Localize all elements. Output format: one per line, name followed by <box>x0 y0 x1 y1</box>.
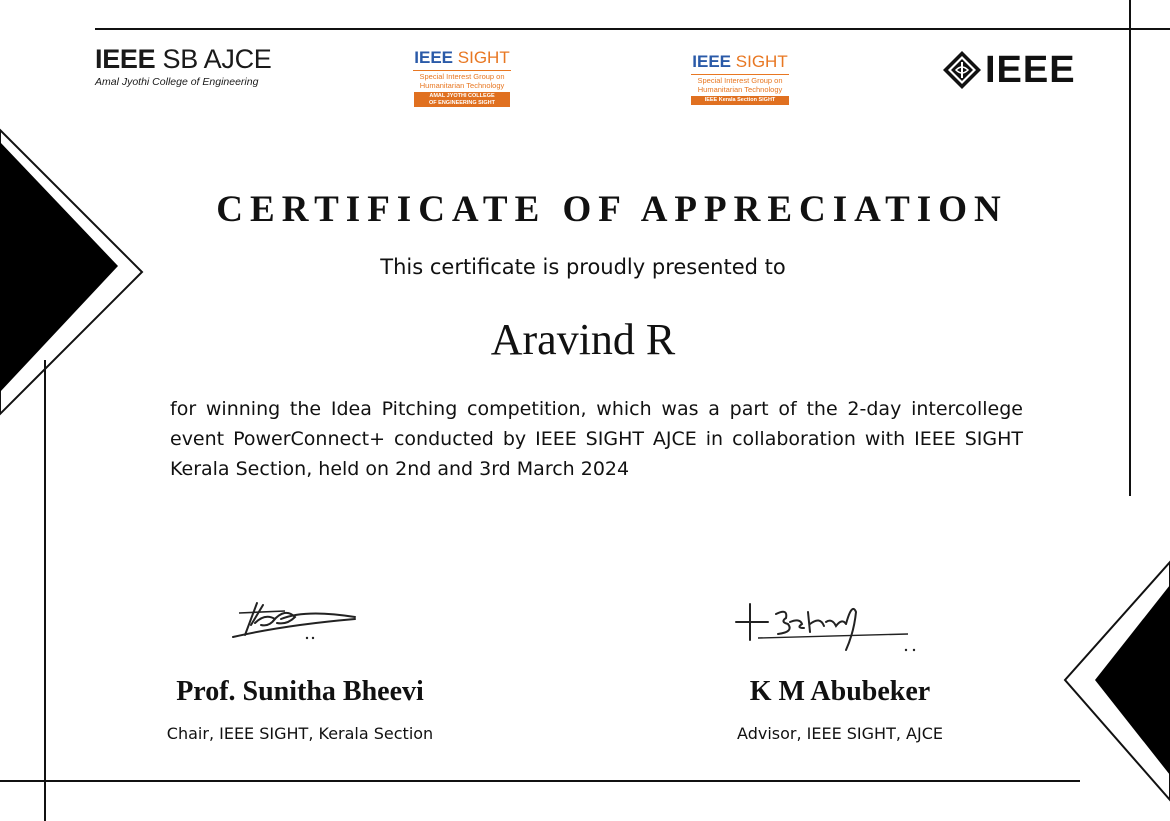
signature-1-graphic <box>225 595 365 645</box>
sight-logo-wordmark: IEEE SIGHT <box>414 48 510 67</box>
ieee-sight-kerala-logo <box>685 52 795 105</box>
signatory-1-name: Prof. Sunitha Bheevi <box>176 676 424 707</box>
signatory-2-name: K M Abubeker <box>749 676 931 707</box>
signatory-1-role: Chair, IEEE SIGHT, Kerala Section <box>166 724 434 743</box>
sight-kerala-wordmark: IEEE SIGHT <box>692 52 788 71</box>
ieee-diamond-icon <box>942 50 982 90</box>
ieee-sight-ajce-logo <box>407 48 517 107</box>
recipient-name: Aravind R <box>490 315 676 364</box>
sight-logo-line2: Humanitarian Technology <box>419 80 505 90</box>
sight-kerala-tag: IEEE Kerala Section SIGHT <box>691 96 789 105</box>
ieee-wordmark: IEEE <box>985 49 1076 91</box>
signatory-2-role: Advisor, IEEE SIGHT, AJCE <box>737 724 943 743</box>
sb-logo-subtitle: Amal Jyothi College of Engineering <box>95 76 259 88</box>
signature-2-graphic <box>728 592 928 658</box>
ieee-logo <box>942 50 1076 90</box>
sight-logo-line1: Special Interest Group on <box>419 72 505 81</box>
sight-kerala-line2: Humanitarian Technology <box>697 84 783 94</box>
certificate-body: for winning the Idea Pitching competition, which was a part of the 2-day intercollege event PowerConnect+ conducted by IEEE SIGHT AJCE in collaboration with IEEE SIGHT Kerala Section, held on 2nd and 3rd March 2024 <box>170 398 1023 480</box>
sb-logo-title: IEEE SB AJCE <box>95 44 272 74</box>
sight-logo-tag: AMAL JYOTHI COLLEGE OF ENGINEERING SIGHT <box>414 92 510 107</box>
sight-kerala-line1: Special Interest Group on <box>697 76 783 85</box>
presented-to-line: This certificate is proudly presented to <box>380 255 786 279</box>
certificate-title: CERTIFICATE OF APPRECIATION <box>216 189 1008 230</box>
